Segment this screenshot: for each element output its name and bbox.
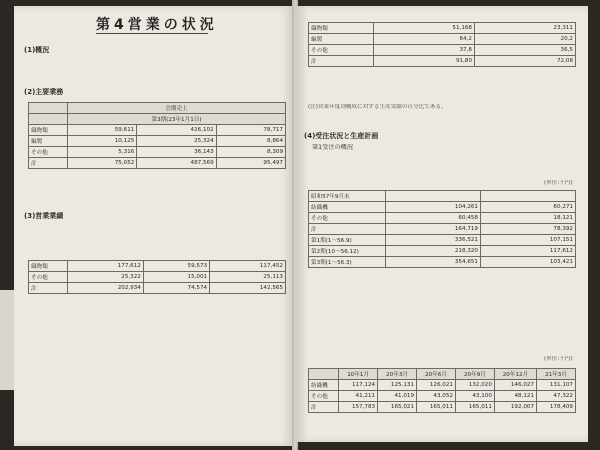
table-row: 第3期(1〜56.3) 354,651 103,421 xyxy=(309,257,576,268)
t1-heading: 会期売上 xyxy=(68,103,286,114)
paper-strip xyxy=(0,290,14,390)
table-row: 計 202,934 74,574 142,565 xyxy=(29,283,286,294)
table-row: 編製 10,125 25,324 8,864 xyxy=(29,136,286,147)
table-row: 昭和57年9月末 xyxy=(309,191,576,202)
table-performance xyxy=(28,260,286,294)
table-note: (注)営業年度別構成に対する生産実績の百分比である。 xyxy=(308,104,447,110)
section-4-heading: (4)受注状況と生産計画 xyxy=(304,132,379,140)
table-row: 紡織機 117,124 125,131 126,021 132,020 146,027 131,107 xyxy=(309,380,576,391)
table-row: その他 37,8 36,5 xyxy=(309,45,576,56)
table-monthly: 10年1月 20年3月 20年6月 20年9月 20年12月 21年3月 紡織機 117,124 125,131 126,021 132,020 146,027 131,107 その他 41,211 41,019 43,052 43,100 48,121 47,322 計 157,783 165,021 165,011 165,011 192,007 178,409 xyxy=(308,368,576,413)
left-page xyxy=(14,6,294,446)
table-row: 織物類 59,611 426,102 78,717 xyxy=(29,125,286,136)
table-row: 第1期(1〜56.9) 336,521 107,151 xyxy=(309,235,576,246)
table-row: その他 5,316 36,143 8,309 xyxy=(29,147,286,158)
section-3-heading: (3)営業業績 xyxy=(24,212,64,220)
table-row: 織物類 51,168 23,311 xyxy=(309,23,576,34)
table-row: 第2期(10〜56.12) 218,320 117,612 xyxy=(309,246,576,257)
section-2-heading: (2)主要業務 xyxy=(24,88,64,96)
table-production-ratio xyxy=(308,22,576,67)
chapter-title: 第4営業の状況 xyxy=(96,17,218,33)
table-row: 紡織機 104,261 60,271 xyxy=(309,202,576,213)
t1-col: 第3期(23年1月1日) xyxy=(68,114,286,125)
title-underline xyxy=(96,33,208,34)
t4-unit: (単位:千円) xyxy=(544,180,573,186)
t5-unit: (単位:千円) xyxy=(544,356,573,362)
table-row: その他 60,458 18,121 xyxy=(309,213,576,224)
intro-label: (1)概況 xyxy=(24,46,50,54)
table-sales xyxy=(28,102,286,169)
table-row: 織物類 177,612 59,573 117,452 xyxy=(29,261,286,272)
table-row: 計 91,80 72,08 xyxy=(309,56,576,67)
right-page xyxy=(296,6,588,442)
table-row: 編製 64,2 20,2 xyxy=(309,34,576,45)
table-row: その他 41,211 41,019 43,052 43,100 48,121 47,322 xyxy=(309,391,576,402)
table-row: その他 25,322 15,001 25,113 xyxy=(29,272,286,283)
table-row: 計 164,719 78,392 xyxy=(309,224,576,235)
table-row: 計 75,052 487,569 95,497 xyxy=(29,158,286,169)
table-row: 計 157,783 165,021 165,011 165,011 192,007 178,409 xyxy=(309,402,576,413)
table-orders xyxy=(308,190,576,268)
section-4-sub: 第1受注の概況 xyxy=(312,144,354,151)
